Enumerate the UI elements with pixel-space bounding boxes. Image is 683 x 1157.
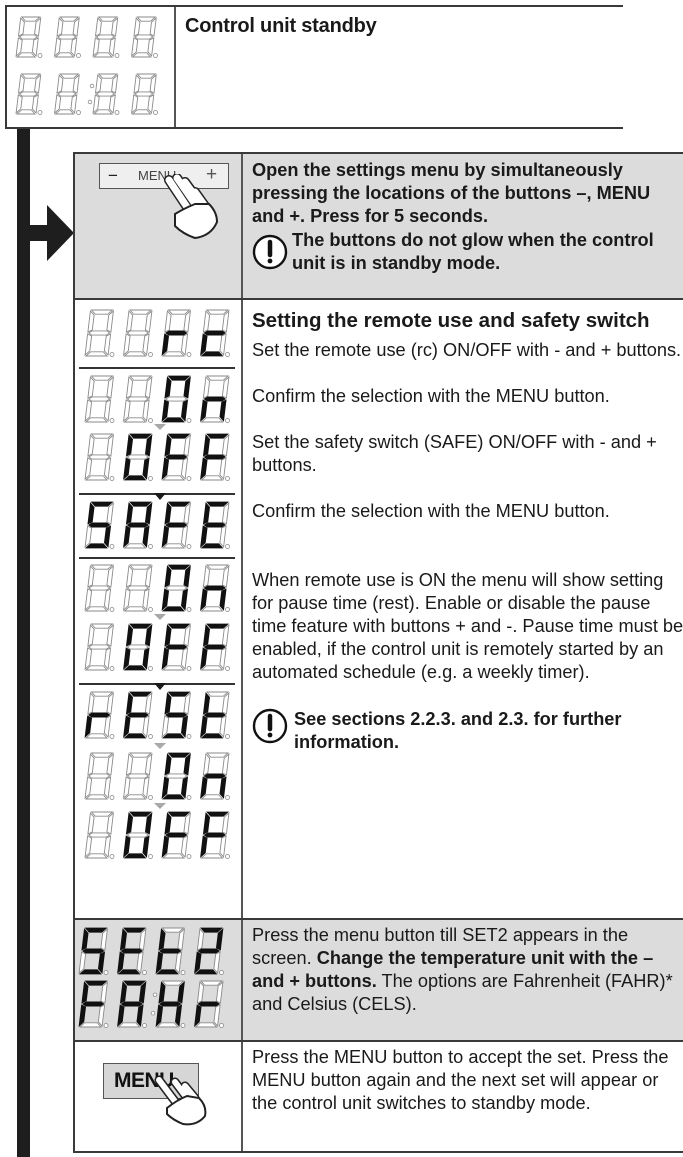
pressing-hand-icon	[153, 1074, 211, 1126]
accept-instruction: Press the MENU button to accept the set. Press the MENU button again and the next set will appear or the control unit switches to standby mode.	[252, 1047, 669, 1113]
next-arrow-icon	[154, 743, 166, 749]
open-menu-instruction: Open the settings menu by simultaneously pressing the locations of the buttons –, MENU and +. Press for 5 seconds.	[252, 160, 651, 226]
plus-button: +	[206, 164, 218, 185]
minus-button: −	[108, 166, 118, 185]
segment-display-top	[14, 15, 169, 61]
step-row-open-menu	[75, 154, 683, 300]
warning-text: The buttons do not glow when the control unit is in standby mode.	[292, 230, 654, 273]
display-rest-on	[83, 751, 238, 803]
segment-display-bottom	[14, 72, 169, 118]
instruction-rc: Set the remote use (rc) ON/OFF with - and + buttons.	[252, 340, 682, 360]
instruction-safe: Set the safety switch (SAFE) ON/OFF with - and + buttons.	[252, 432, 657, 475]
divider	[79, 557, 235, 559]
display-safe-on	[83, 563, 238, 615]
display-rc	[83, 308, 238, 360]
step-display-sequence	[75, 300, 243, 918]
exclamation-icon	[252, 234, 288, 270]
step-description	[243, 1042, 683, 1151]
section-heading: Setting the remote use and safety switch	[252, 309, 650, 332]
divider	[79, 367, 235, 369]
step-description	[243, 300, 683, 918]
next-arrow-icon	[154, 493, 166, 500]
set2-options-text: The options are Fahrenheit (FAHR)* and Celsius (CELS).	[252, 971, 673, 1014]
display-rest-off	[83, 810, 238, 862]
display-safe-off	[83, 622, 238, 674]
set2-text: Press the menu button till SET2 appears in the screen.	[252, 925, 629, 968]
set2-instruction	[252, 924, 683, 1016]
info-note	[252, 704, 683, 754]
step-illustration	[75, 1042, 243, 1151]
menu-button-label: MENU	[138, 168, 177, 183]
standby-display	[7, 7, 176, 127]
next-arrow-icon	[154, 683, 166, 690]
display-fahr	[77, 979, 232, 1031]
step-row-set2	[75, 920, 683, 1042]
step-row-accept	[75, 1042, 683, 1153]
exclamation-icon	[252, 708, 288, 744]
pressing-hand-icon	[155, 174, 225, 242]
display-safe	[83, 500, 238, 552]
warning-note	[252, 228, 683, 275]
info-text: See sections 2.2.3. and 2.3. for further information.	[294, 709, 622, 752]
instruction-rest: When remote use is ON the menu will show setting for pause time (rest). Enable or disable the pause time feature with buttons + and -. Pause time must be enabled, if the control unit is remotely started by an automated schedule (e.g. a weekly timer).	[252, 570, 683, 682]
flow-arrow-icon	[30, 205, 74, 261]
flow-bar	[17, 129, 30, 1157]
step-illustration	[75, 154, 243, 298]
settings-steps-table	[73, 152, 683, 1153]
display-set2	[77, 926, 232, 978]
step-row-remote-safety	[75, 300, 683, 920]
instruction-confirm-rc: Confirm the selection with the MENU button.	[252, 386, 610, 406]
section-title: Control unit standby	[185, 15, 377, 37]
set2-bold-text: Change the temperature unit with the – and + buttons.	[252, 948, 654, 991]
step-display-sequence	[75, 920, 243, 1040]
step-description	[243, 920, 683, 1040]
standby-header-box	[5, 5, 623, 129]
menu-button-label: MENU	[114, 1069, 174, 1092]
next-arrow-icon	[154, 803, 166, 809]
instruction-confirm-safe: Confirm the selection with the MENU button.	[252, 501, 610, 521]
display-rc-on	[83, 374, 238, 426]
step-description	[243, 154, 683, 298]
next-arrow-icon	[154, 424, 166, 430]
display-rc-off	[83, 432, 238, 484]
next-arrow-icon	[154, 614, 166, 620]
display-rest	[83, 690, 238, 742]
